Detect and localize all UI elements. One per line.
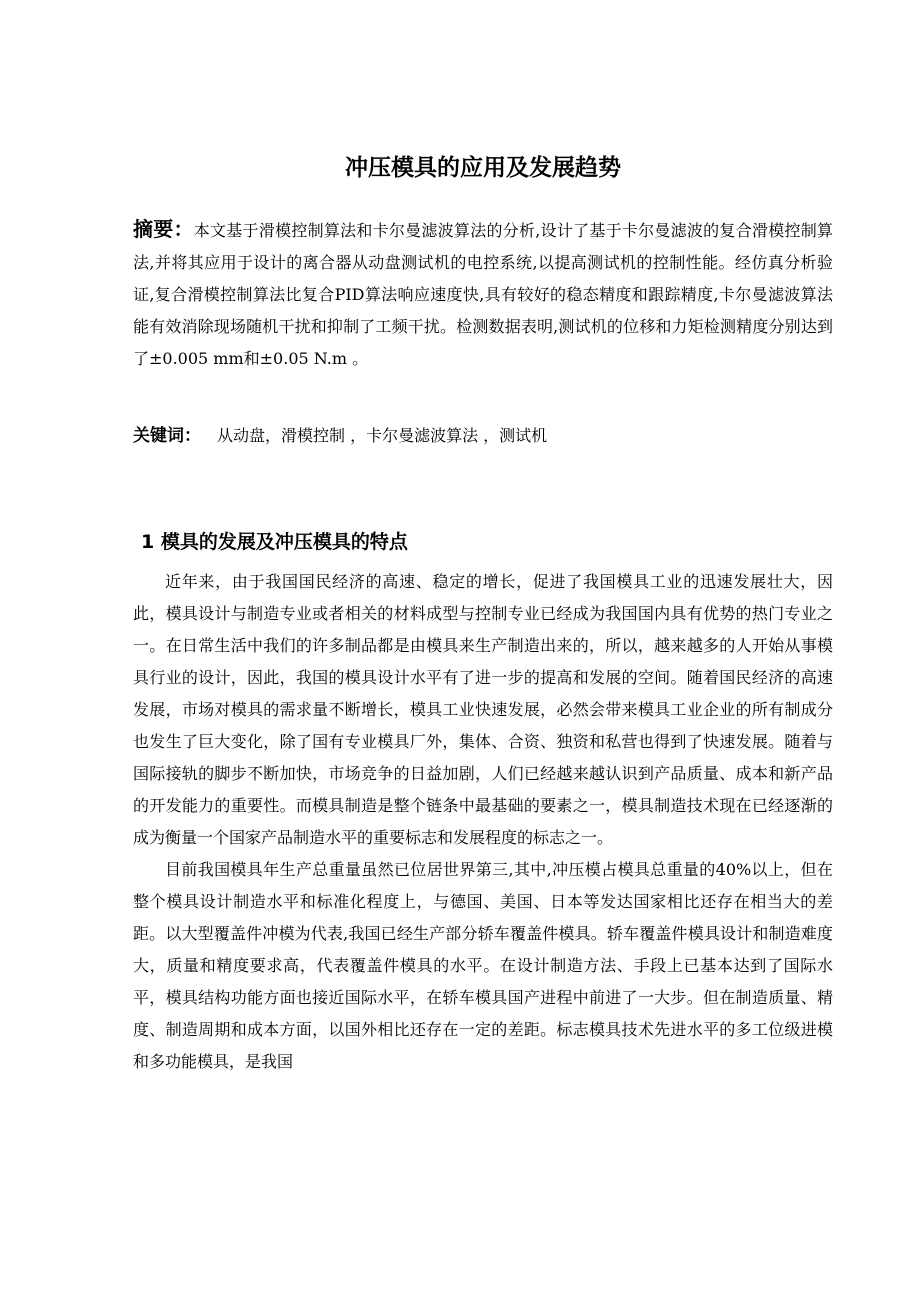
keywords-text: 从动盘，滑模控制 ，卡尔曼滤波算法 ，测试机 xyxy=(217,426,548,445)
abstract-label: 摘要： xyxy=(133,217,194,241)
section-body xyxy=(133,566,833,1078)
keywords-label: 关键词： xyxy=(133,426,201,446)
keywords-block xyxy=(133,420,833,452)
paper-title: 冲压模具的应用及发展趋势 xyxy=(345,155,621,181)
section-heading: 1 模具的发展及冲压模具的特点 xyxy=(141,531,408,553)
abstract-block xyxy=(133,213,833,375)
body-paragraph: 目前我国模具年生产总重量虽然已位居世界第三,其中,冲压模占模具总重量的40%以上，但在整个模具设计制造水平和标准化程度上，与德国、美国、日本等发达国家相比还存在相当大的差距。以大型覆盖件冲模为代表,我国已经生产部分轿车覆盖件模具。轿车覆盖件模具设计和制造难度大，质量和精度要求高，代表覆盖件模具的水平。在设计制造方法、手段上已基本达到了国际水平，模具结构功能方面也接近国际水平，在轿车模具国产进程中前进了一大步。但在制造质量、精度、制造周期和成本方面，以国外相比还存在一定的差距。标志模具技术先进水平的多工位级进模和多功能模具，是我国 xyxy=(133,860,833,1071)
body-paragraph: 近年来，由于我国国民经济的高速、稳定的增长，促进了我国模具工业的迅速发展壮大，因此，模具设计与制造专业或者相关的材料成型与控制专业已经成为我国国内具有优势的热门专业之一。在日常生活中我们的许多制品都是由模具来生产制造出来的，所以，越来越多的人开始从事模具行业的设计，因此，我国的模具设计水平有了进一步的提高和发展的空间。随着国民经济的高速发展，市场对模具的需求量不断增长，模具工业快速发展，必然会带来模具工业企业的所有制成分也发生了巨大变化，除了国有专业模具厂外，集体、合资、独资和私营也得到了快速发展。随着与国际接轨的脚步不断加快，市场竞争的日益加剧，人们已经越来越认识到产品质量、成本和新产品的开发能力的重要性。而模具制造是整个链条中最基础的要素之一，模具制造技术现在已经逐渐的成为衡量一个国家产品制造水平的重要标志和发展程度的标志之一。 xyxy=(133,572,833,847)
abstract-text: 本文基于滑模控制算法和卡尔曼滤波算法的分析,设计了基于卡尔曼滤波的复合滑模控制算法,并将其应用于设计的离合器从动盘测试机的电控系统,以提高测试机的控制性能。经仿真分析验证,复合滑模控制算法比复合PID算法响应速度快,具有较好的稳态精度和跟踪精度,卡尔曼滤波算法能有效消除现场随机干扰和抑制了工频干扰。检测数据表明,测试机的位移和力矩检测精度分别达到了±0.005 mm和±0.05 N.m 。 xyxy=(133,221,833,368)
